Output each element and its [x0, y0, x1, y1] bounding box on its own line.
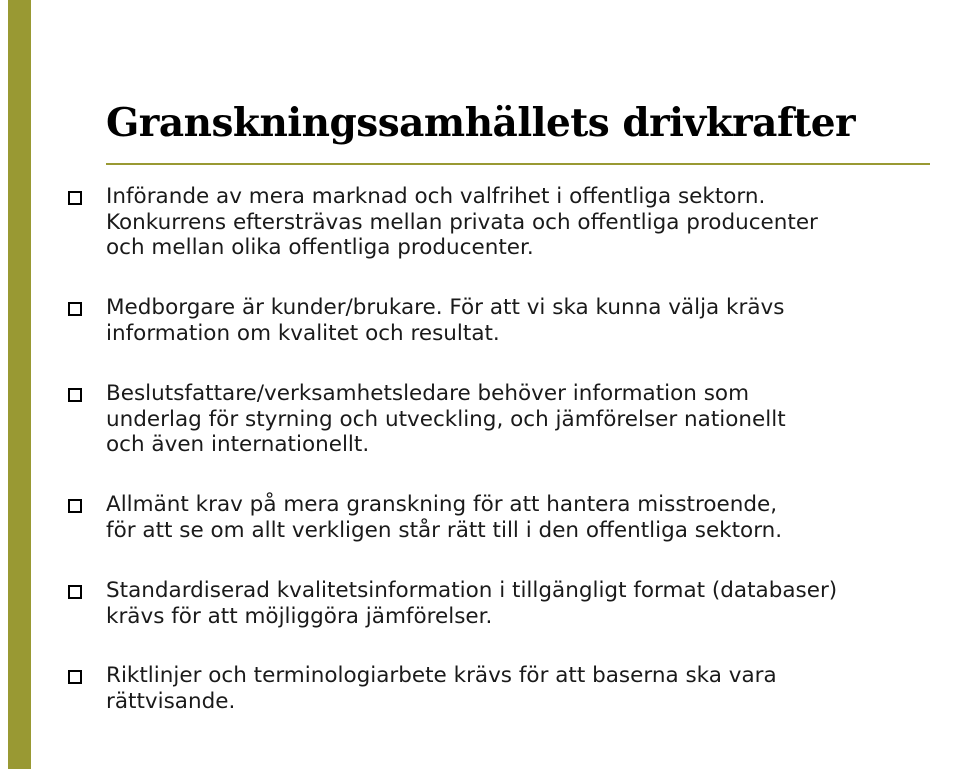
square-bullet-icon	[68, 499, 82, 513]
title-underline	[106, 163, 930, 165]
bullet-text: Införande av mera marknad och valfrihet i offentliga sektorn. Konkurrens eftersträvas mellan privata och offentliga producenter och mellan olika offentliga producenter.	[106, 184, 818, 260]
left-accent-bar	[8, 0, 31, 769]
bullet-text: Standardiserad kvalitetsinformation i tillgängligt format (databaser) krävs för att möjliggöra jämförelser.	[106, 578, 838, 629]
square-bullet-icon	[68, 388, 82, 402]
slide-title: Granskningssamhällets drivkrafter	[106, 100, 856, 146]
bullet-text: Medborgare är kunder/brukare. För att vi ska kunna välja krävs information om kvalitet och resultat.	[106, 295, 785, 346]
square-bullet-icon	[68, 670, 82, 684]
bullet-text: Beslutsfattare/verksamhetsledare behöver information som underlag för styrning och utveckling, och jämförelser nationellt och även internationellt.	[106, 381, 786, 457]
square-bullet-icon	[68, 302, 82, 316]
bullet-text: Riktlinjer och terminologiarbete krävs för att baserna ska vara rättvisande.	[106, 663, 777, 714]
square-bullet-icon	[68, 191, 82, 205]
bullet-text: Allmänt krav på mera granskning för att hantera misstroende, för att se om allt verkligen står rätt till i den offentliga sektorn.	[106, 492, 783, 543]
square-bullet-icon	[68, 585, 82, 599]
